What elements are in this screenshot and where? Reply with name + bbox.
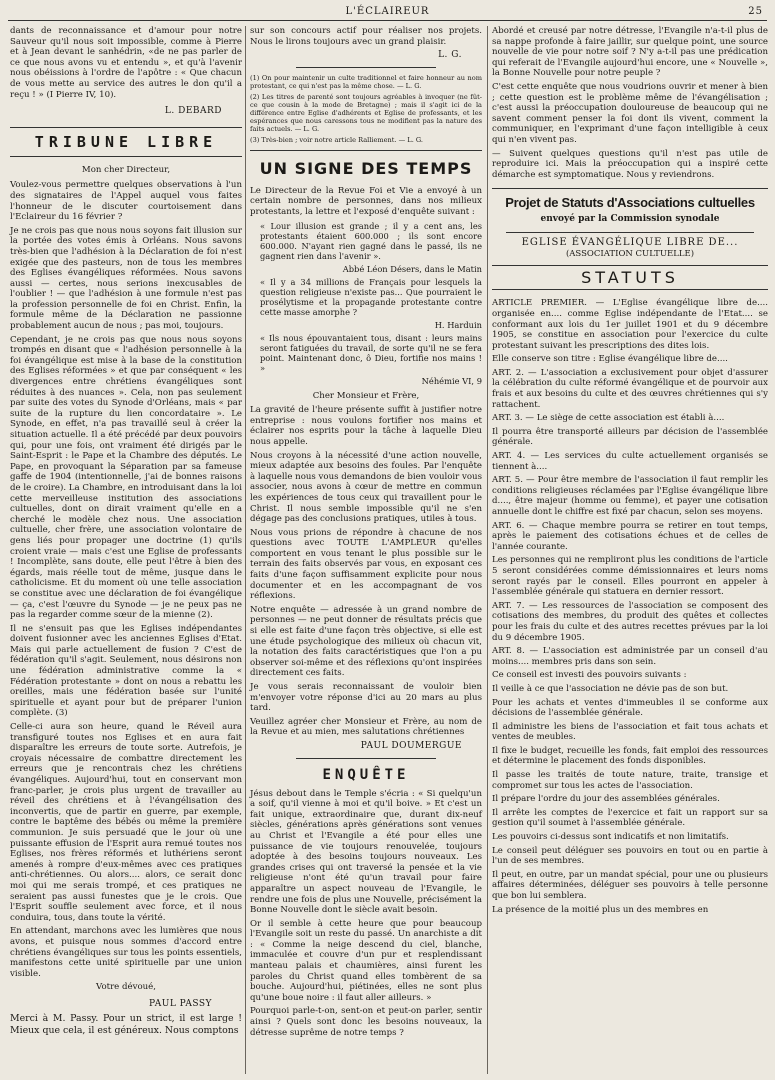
divider [492, 188, 768, 189]
article-text: C'est cette enquête que nous voudrions ouvrir et mener à bien ; cette question est le problème même de l'évangélisation ; c'est aussi la préoccupation douloureuse de beaucoup qui ne savent comment penser la foi dont ils vivent, comment la communiquer, en l'exprimant d'une façon intelligible à ceux qui n'en vivent pas. [492, 81, 768, 145]
article-text: sur son concours actif pour réaliser nos projets. Nous le lirons toujours avec un grand plaisir. [250, 26, 482, 47]
author-signature: PAUL DOUMERGUE [360, 740, 462, 751]
editor-comment: Merci à M. Passy. Pour un strict, il est large ! Mieux que cela, il est généreux. Nous comptons [10, 1013, 242, 1036]
statute-article: La présence de la moitié plus un des membres en [492, 904, 709, 915]
statute-article: Les pouvoirs ci-dessus sont indicatifs et non limitatifs. [492, 832, 729, 843]
epigraph-source: Néhémie VI, 9 [421, 375, 482, 386]
article-text: Veuillez agréer cher Monsieur et Frère, au nom de la Revue et au mien, mes salutations chrétiennes [250, 716, 482, 738]
statute-article: ART. 6. — Chaque membre pourra se retirer en tout temps, après le paiement des cotisations échues et de celles de l'année courante. [492, 520, 768, 552]
footnote: (1) On pour maintenir un culte traditionnel et faire honneur au nom protestant, ce qui n'est pas la même chose. — L. G. [250, 73, 482, 90]
epigraph-source: Abbé Léon Désers, dans le Matin [342, 263, 482, 274]
statute-article: Il administre les biens de l'association et fait tous achats et ventes de meubles. [492, 721, 768, 743]
column-divider [245, 26, 246, 1074]
statute-article: Il peut, en outre, par un mandat spécial, pour une ou plusieurs affaires déterminées, déléguer ses pouvoirs à telle personne que bon lui semblera. [492, 869, 768, 901]
statute-article: ART. 3. — Le siège de cette association est établi à.... [492, 413, 725, 424]
footnote: (2) Les titres de parenté sont toujours agréables à invoquer (ne fût-ce que cousin à la mode de Bretagne) ; mais il s'agit ici de la différence entre Eglise d'adhérents et Eglise de professants, et les espérances que nous caressons tous ne modifient pas la nature des faits actuels. — L. G. [250, 92, 482, 133]
author-signature: PAUL PASSY [149, 998, 212, 1009]
statute-article: ART. 2. — L'association a exclusivement pour objet d'assurer la célébration du culte réformé évangélique et de pourvoir aux frais et aux besoins du culte et des œuvres chrétiennes qui s'y rattachent. [492, 367, 768, 410]
section-heading-statuts: STATUTS [492, 265, 768, 290]
statute-article: Elle conserve son titre : Eglise évangélique libre de.... [492, 354, 728, 365]
article-text: Il ne s'ensuit pas que les Eglises indépendantes doivent fusionner avec les anciennes Eglises d'Etat. Mais qui parle actuellement de fusion ? C'est de fédération qu'il s'agit. Seulement, nous désirons non une fédération administrative comme la « Fédération protestante » dont on nous a rebattu les oreilles, mais une fédération basée sur l'unité spirituelle et ayant pour but de préparer l'union complète. (3) [10, 623, 242, 719]
closing: Votre dévoué, [96, 982, 156, 993]
header-rule [8, 20, 767, 21]
salutation: Mon cher Directeur, [81, 164, 171, 175]
statute-article: ARTICLE PREMIER. — L'Eglise évangélique libre de.... organisée en.... comme Eglise indépendante de l'Etat.... se conformant aux lois du 1er juillet 1901 et du 9 décembre 1905, se constitue en association pour l'exercice du culte protestant suivant les prescriptions des dites lois. [492, 298, 768, 351]
article-text: Notre enquête — adressée à un grand nombre de personnes — ne peut donner de résultats précis que si elle est faite d'une façon très objective, si elle est une étude psychologique des milieux où chacun vit, la notation des faits caractéristiques que l'on a pu observer soi-même et des réflexions qu'ont inspirées directement ces faits. [250, 604, 482, 679]
statute-article: Il pourra être transporté ailleurs par décision de l'assemblée générale. [492, 426, 768, 448]
article-text: Cependant, je ne crois pas que nous nous soyons trompés en disant que « l'adhésion personnelle à la foi évangélique est mise à la base de la constitution des Eglises réformées » et que par conséquent « les divergences entre chrétiens évangéliques sont réduites à des nuances ». Cela, non pas seulement par suite des votes du Synode d'Orléans, mais « par suite de la rupture du lien concordataire ». Le Synode, en effet, n'a pas travaillé seul à créer la situation actuelle. Il a été précédé par deux pouvoirs qui, pour une fois, ont vraiment été dirigés par le Saint-Esprit : le Pape et la Chambre des députés. Le Pape, en provoquant la Séparation par sa fameuse gaffe de 1904 (intentionnelle, j'ai de bonnes raisons de le croire). La Chambre, en introduisant dans la loi cette merveilleuse institution des associations cultuelles, dont on dirait vraiment qu'elle en a cherché le modèle chez nous. Une association cultuelle, cher frère, une association volontaire de gens liés pour propager une doctrine (1) qu'ils croient vraie — mais c'est une Eglise de professants ! Incomplète, sans doute, elle peut l'être à bien des égards, mais réelle tout de même, jusque dans le catholicisme. Et du moment où une telle association se constitue avec une déclaration de foi évangélique — ça, c'est l'œuvre du Synode — je ne peux pas ne pas la regarder comme sœur de la mienne (2). [10, 334, 242, 621]
article-text: Voulez-vous permettre quelques observations à l'un des signataires de l'Appel auquel vous faites l'honneur de le discuter courtoisement dans l'Eclaireur du 16 février ? [10, 180, 242, 223]
article-text: Nous croyons à la nécessité d'une action nouvelle, mieux adaptée aux besoins des foules. Par l'enquête à laquelle nous vous demandons de bien vouloir vous associer, nous avons à cœur de mettre en commun les expériences de tous ceux qui travaillent pour le Christ. Il nous semble impossible qu'il ne s'en dégage pas des conclusions pratiques, utiles à tous. [250, 450, 482, 525]
epigraph: « Ils nous épouvantaient tous, disant : leurs mains seront fatiguées du travail, de sorte qu'il ne se fera point. Maintenant donc, ô Dieu, fortifie nos mains ! » [260, 332, 482, 373]
article-text: dants de reconnaissance et d'amour pour notre Sauveur qu'il nous soit impossible, comme à Pierre et à Jean devant le sanhédrin, «de ne pas parler de ce que nous avons vu et entendu », et qu'à l'avenir nous obéissions à l'ordre de l'apôtre : « Que chacun de vous mette au service des autres le don qu'il a reçu ! » (I Pierre IV, 10). [10, 26, 242, 100]
epigraph: « Il y a 34 millions de Français pour lesquels la question religieuse n'existe pas... Que pourraient le prosélytisme et la propagande protestante contre cette masse amorphe ? [260, 276, 482, 317]
article-text: La gravité de l'heure présente suffit à justifier notre entreprise : nous voulons fortifier nos mains et éclairer nos esprits pour la tâche à laquelle Dieu nous appelle. [250, 405, 482, 447]
footnote: (3) Très-bien ; voir notre article Ralliement. — L. G. [250, 135, 424, 144]
epigraph: « Lour illusion est grande ; il y a cent ans, les protestants étaient 600.000 ; ils sont encore 600.000. N'ayant rien gagné dans le passé, ils ne gagnent rien dans l'avenir ». [260, 220, 482, 261]
statute-article: Il prépare l'ordre du jour des assemblées générales. [492, 794, 720, 805]
article-text: Celle-ci aura son heure, quand le Réveil aura transfiguré toutes nos Eglises et en aura fait disparaître les erreurs de toute sorte. Autrefois, je croyais nécessaire de combattre directement les erreurs que je rencontrais chez les chrétiens évangéliques. Aujourd'hui, tout en conservant mon franc-parler, je crois plus urgent de travailler au réveil des chrétiens et à l'évangélisation des inconvertis, que de partir en guerre, par exemple, contre le baptême des bébés ou même la première communion. Je suis persuadé que le jour où une puissante effusion de l'Esprit aura remué toutes nos Eglises, nos frères réformés et luthériens seront amenés à rompre d'eux-mêmes avec ces pratiques anti-chrétiennes. Ou alors.... alors, ce serait donc moi qui me serais trompé, et ces pratiques ne seraient pas aussi funestes que je le crois. Que l'Esprit souffle seulement avec force, et il nous conduira, tous, dans toute la vérité. [10, 722, 242, 923]
column-right [492, 26, 768, 918]
article-text: Je ne crois pas que nous nous soyons fait illusion sur la portée des votes émis à Orléans. Nous savons très-bien que l'adhésion à la Déclaration de foi n'est exigée que des pasteurs, non de tous les membres des Eglises évangéliques réformées. Nous savons aussi — certes, nous serions inexcusables de l'oublier ! — que l'adhésion à une formule n'est pas la profession personnelle de foi en Christ. Enfin, la formule même de la Déclaration ne passionne probablement aucun de nous ; pas moi, toujours. [10, 225, 242, 332]
divider [296, 758, 435, 759]
article-text: Jésus debout dans le Temple s'écria : « Si quelqu'un a soif, qu'il vienne à moi et qu'il boive. » Et c'est un fait unique, extraordinaire que, durant dix-neuf siècles, générations après générations sont venues au Christ et l'Evangile a été pour elles une puissance de vie toujours renouvelée, toujours adoptée à des besoins toujours nouveaux. Les grandes crises qui ont traversé la pensée et la vie religieuse n'ont été qu'un travail pour faire apparaître un aspect nouveau de l'Evangile, le rendre une fois de plus une Nouvelle, précisément la Bonne Nouvelle dont le siècle avait besoin. [250, 788, 482, 916]
association-label: (ASSOCIATION CULTUELLE) [565, 249, 695, 260]
author-signature: L. DEBARD [164, 106, 222, 117]
section-heading-signe: UN SIGNE DES TEMPS [259, 158, 473, 178]
statute-article: Ce conseil est investi des pouvoirs suivants : [492, 670, 687, 681]
article-text: En attendant, marchons avec les lumières que nous avons, et puisque nous sommes d'accord entre chrétiens évangéliques sur tous les points essentiels, manifestons cette unité spirituelle par une union visible. [10, 926, 242, 979]
statute-article: ART. 4. — Les services du culte actuellement organisés se tiennent à.... [492, 451, 768, 472]
running-header [0, 4, 775, 20]
author-signature: L. G. [438, 50, 462, 61]
article-text: — Suivent quelques questions qu'il n'est pas utile de reproduire ici. Mais la préoccupation qui a inspiré cette démarche est symptomatique. Nous y reviendrons. [492, 148, 768, 180]
article-text: Nous vous prions de répondre à chacune de nos questions avec TOUTE L'AMPLEUR qu'elles comportent en vous tenant le plus possible sur le terrain des faits observés par vous, en exposant ces faits d'une façon suffisamment explicite pour nous documenter et en les accompagnant de vos réflexions. [250, 527, 482, 602]
article-text: Abordé et creusé par notre détresse, l'Evangile n'a-t-il plus de sa nappe profonde à faire jaillir, sur quelque point, une source nouvelle de vie pour notre soif ? N'y a-t-il pas une prédication qui referait de l'Evangile aujourd'hui encore, une « Nouvelle », la Bonne Nouvelle pour notre peuple ? [492, 26, 768, 79]
epigraphs [250, 221, 482, 386]
statute-article: Il veille à ce que l'association ne dévie pas de son but. [492, 683, 729, 694]
statute-article: Pour les achats et ventes d'immeubles il se conforme aux décisions de l'assemblée générale. [492, 697, 768, 719]
article-text: Je vous serais reconnaissant de vouloir bien m'envoyer votre réponse d'ici au 20 mars au plus tard. [250, 682, 482, 714]
column-middle [250, 26, 482, 1041]
statute-article: Il passe les traités de toute nature, traite, transige et compromet sur tous les actes de l'association. [492, 770, 768, 791]
salutation: Cher Monsieur et Frère, [312, 390, 420, 401]
divider [296, 67, 435, 68]
journal-title: L'ÉCLAIREUR [345, 6, 430, 17]
statute-article: Le conseil peut déléguer ses pouvoirs en tout ou en partie à l'un de ses membres. [492, 845, 768, 867]
article-text: Or il semble à cette heure que pour beaucoup l'Evangile soit un reste du passé. Un anarchiste a dit : « Comme la neige descend du ciel, blanche, immaculée et couvre d'un pur et resplendissant manteau palais et chaumières, ainsi furent les paroles du Christ quand elles tombèrent de sa bouche. Aujourd'hui, piétinées, elles ne sont plus qu'une boue noire : il faut aller ailleurs. » [250, 918, 482, 1003]
statute-article: ART. 7. — Les ressources de l'association se composent des cotisations des membres, du produit des quêtes et collectes pour les frais du culte et des autres recettes prévues par la loi du 9 décembre 1905. [492, 600, 768, 643]
statute-article: ART. 5. — Pour être membre de l'association il faut remplir les conditions religieuses réclamées par l'Eglise évangélique libre d...., être majeur (homme ou femme), et payer une cotisation annuelle dont le chiffre est fixé par chacun, selon ses moyens. [492, 475, 768, 517]
epigraph-source: H. Harduin [434, 319, 482, 330]
column-divider [487, 26, 488, 1074]
statute-article: ART. 8. — L'association est administrée par un conseil d'au moins.... membres pris dans son sein. [492, 646, 768, 667]
section-heading-enquete: ENQUÊTE [322, 766, 410, 783]
section-heading-projet: Projet de Statuts d'Associations cultuelles [505, 195, 755, 211]
divider [250, 150, 482, 151]
footnotes [250, 74, 482, 144]
page-number: 25 [748, 6, 763, 17]
statute-article: Les personnes qui ne rempliront plus les conditions de l'article 5 seront considérées comme démissionnaires et leurs noms seront rayés par le conseil. Elles pourront en appeler à l'assemblée générale qui statuera en dernier ressort. [492, 555, 768, 598]
statute-article: Il arrête les comptes de l'exercice et fait un rapport sur sa gestion qu'il soumet à l'assemblée générale. [492, 807, 768, 829]
article-text: Pourquoi parle-t-on, sent-on et peut-on parler, sentir ainsi ? Quels sont donc les besoins nouveaux, la détresse suprême de notre temps ? [250, 1006, 482, 1038]
section-heading-tribune: TRIBUNE LIBRE [10, 127, 242, 157]
divider [506, 232, 754, 233]
article-text: Le Directeur de la Revue Foi et Vie a envoyé à un certain nombre de personnes, dans nos milieux protestants, la lettre et l'exposé d'enquête suivant : [250, 185, 482, 217]
statute-article: Il fixe le budget, recueille les fonds, fait emploi des ressources et détermine le placement des fonds disponibles. [492, 745, 768, 767]
column-left [10, 26, 242, 1039]
church-name: EGLISE ÉVANGÉLIQUE LIBRE DE... [521, 237, 739, 249]
section-subheading: envoyé par la Commission synodale [540, 214, 720, 225]
